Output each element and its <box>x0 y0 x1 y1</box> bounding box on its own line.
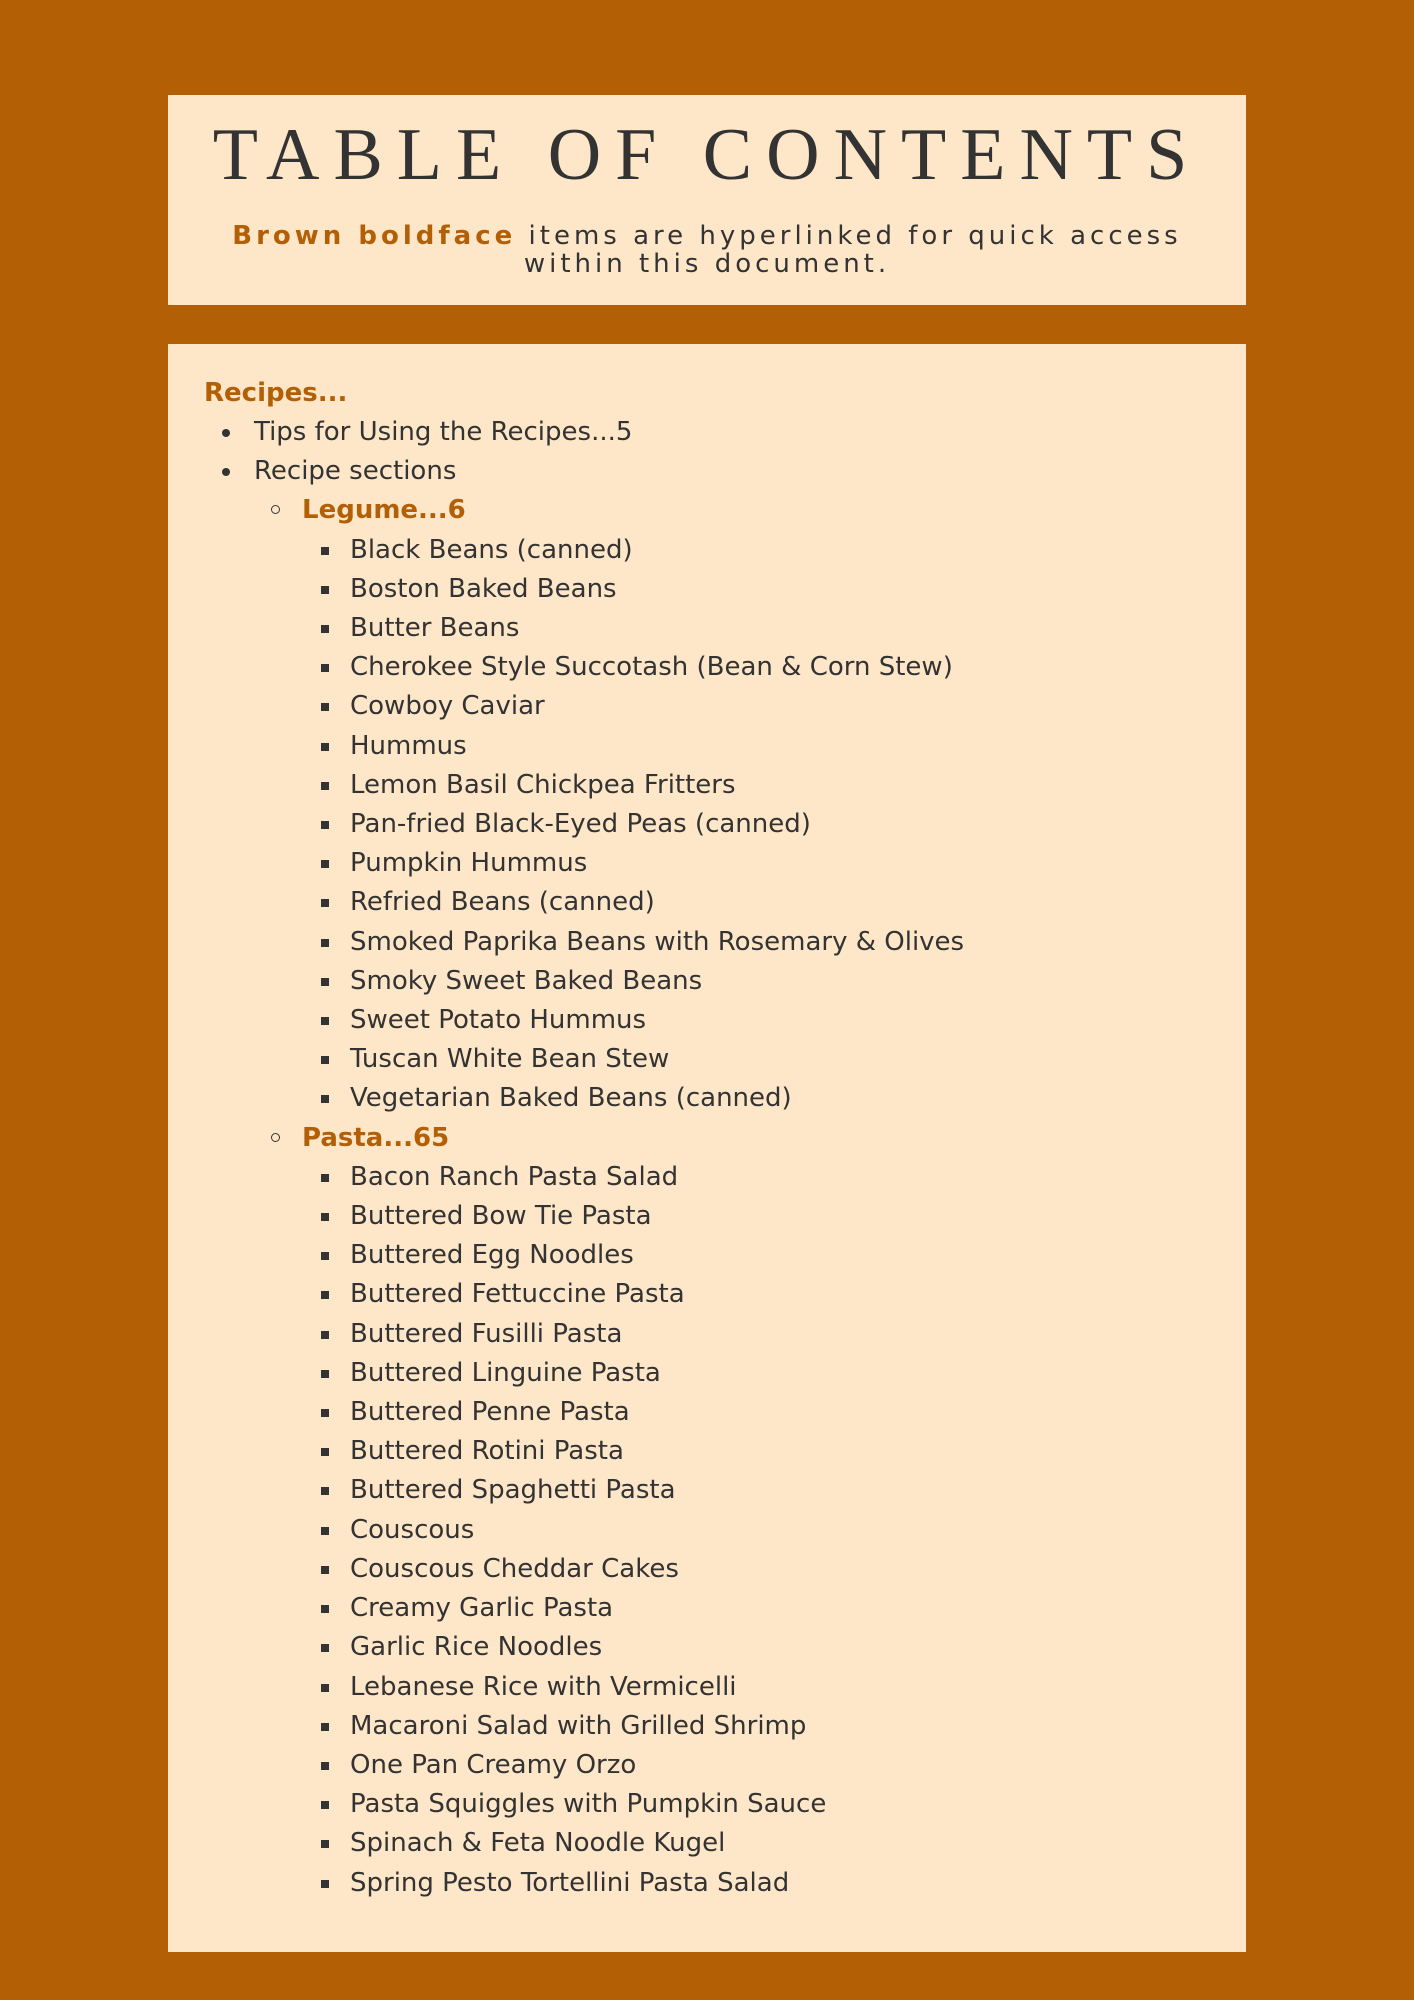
section-legume <box>254 491 1246 1118</box>
recipe-sections-list <box>254 491 1246 1902</box>
recipe-name: Cherokee Style Succotash (Bean & Corn Stew) <box>350 652 953 683</box>
recipe-name: Smoked Paprika Beans with Rosemary & Olives <box>350 926 965 957</box>
recipe-name: Butter Beans <box>350 613 520 644</box>
list-item <box>302 1471 1246 1510</box>
recipe-name: Buttered Bow Tie Pasta <box>350 1201 652 1232</box>
list-item <box>302 1158 1246 1197</box>
list-item <box>302 531 1246 570</box>
recipe-name: Sweet Potato Hummus <box>350 1005 647 1036</box>
list-item <box>302 923 1246 962</box>
section-pasta <box>254 1119 1246 1903</box>
recipe-name: Buttered Egg Noodles <box>350 1240 634 1271</box>
page-title: TABLE OF CONTENTS <box>212 114 1202 196</box>
list-item <box>302 1001 1246 1040</box>
list-item <box>302 1079 1246 1118</box>
list-item <box>302 1393 1246 1432</box>
toc-item-recipe-sections <box>204 452 1246 1903</box>
list-item <box>302 1040 1246 1079</box>
list-item <box>302 1197 1246 1236</box>
recipe-name: Buttered Linguine Pasta <box>350 1357 661 1388</box>
section-link-pasta[interactable]: Pasta...65 <box>302 1122 450 1153</box>
list-item <box>302 648 1246 687</box>
recipe-name: Vegetarian Baked Beans (canned) <box>350 1083 792 1114</box>
toc-list <box>204 413 1246 1903</box>
subtitle-bold-text: Brown boldface <box>232 221 517 252</box>
recipe-name: Black Beans (canned) <box>350 534 633 565</box>
section-link-legume[interactable]: Legume...6 <box>302 495 466 526</box>
list-item <box>302 609 1246 648</box>
recipe-name: Lemon Basil Chickpea Fritters <box>350 769 736 800</box>
recipe-name: Couscous Cheddar Cakes <box>350 1553 679 1584</box>
toc-item-recipe-sections-label: Recipe sections <box>254 456 457 487</box>
list-item <box>302 1236 1246 1275</box>
toc-panel <box>168 344 1246 1952</box>
list-item <box>302 1785 1246 1824</box>
list-item <box>302 1824 1246 1863</box>
recipe-name: Macaroni Salad with Grilled Shrimp <box>350 1710 807 1741</box>
legume-recipe-list <box>302 531 1246 1119</box>
recipe-name: Buttered Spaghetti Pasta <box>350 1475 676 1506</box>
recipe-name: Buttered Fettuccine Pasta <box>350 1279 685 1310</box>
recipe-name: Creamy Garlic Pasta <box>350 1593 614 1624</box>
list-item <box>302 883 1246 922</box>
recipe-name: Pumpkin Hummus <box>350 848 588 879</box>
recipe-name: Spring Pesto Tortellini Pasta Salad <box>350 1867 790 1898</box>
pasta-recipe-list <box>302 1158 1246 1903</box>
list-item <box>302 687 1246 726</box>
recipe-name: Pasta Squiggles with Pumpkin Sauce <box>350 1789 827 1820</box>
recipe-name: Bacon Ranch Pasta Salad <box>350 1161 679 1192</box>
list-item <box>302 844 1246 883</box>
recipe-name: Boston Baked Beans <box>350 573 617 604</box>
recipe-name: Cowboy Caviar <box>350 691 545 722</box>
recipe-name: Spinach & Feta Noodle Kugel <box>350 1828 726 1859</box>
list-item <box>302 766 1246 805</box>
recipe-name: Buttered Penne Pasta <box>350 1397 630 1428</box>
recipe-name: Smoky Sweet Baked Beans <box>350 965 703 996</box>
list-item <box>302 1707 1246 1746</box>
list-item <box>302 805 1246 844</box>
list-item <box>302 1315 1246 1354</box>
recipe-name: Couscous <box>350 1514 475 1545</box>
list-item <box>302 962 1246 1001</box>
recipe-name: One Pan Creamy Orzo <box>350 1749 637 1780</box>
list-item <box>302 1550 1246 1589</box>
subtitle-rest-text: items are hyperlinked for quick access within this document. <box>516 221 1182 280</box>
list-item <box>302 570 1246 609</box>
recipe-name: Lebanese Rice with Vermicelli <box>350 1671 737 1702</box>
list-item <box>302 1668 1246 1707</box>
list-item <box>302 1275 1246 1314</box>
list-item <box>302 1589 1246 1628</box>
recipe-name: Refried Beans (canned) <box>350 887 655 918</box>
toc-item-tips <box>204 413 1246 452</box>
toc-heading-recipes[interactable]: Recipes... <box>204 378 348 408</box>
recipe-name: Hummus <box>350 730 467 761</box>
list-item <box>302 727 1246 766</box>
list-item <box>302 1628 1246 1667</box>
recipe-name: Tuscan White Bean Stew <box>350 1044 670 1075</box>
list-item <box>302 1511 1246 1550</box>
list-item <box>302 1746 1246 1785</box>
list-item <box>302 1864 1246 1903</box>
page-subtitle <box>208 222 1206 278</box>
toc-item-tips-label: Tips for Using the Recipes...5 <box>254 417 633 447</box>
recipe-name: Buttered Rotini Pasta <box>350 1436 624 1467</box>
list-item <box>302 1354 1246 1393</box>
recipe-name: Buttered Fusilli Pasta <box>350 1318 623 1349</box>
header-panel <box>168 95 1246 305</box>
recipe-name: Pan-fried Black-Eyed Peas (canned) <box>350 809 811 840</box>
list-item <box>302 1432 1246 1471</box>
recipe-name: Garlic Rice Noodles <box>350 1632 603 1663</box>
